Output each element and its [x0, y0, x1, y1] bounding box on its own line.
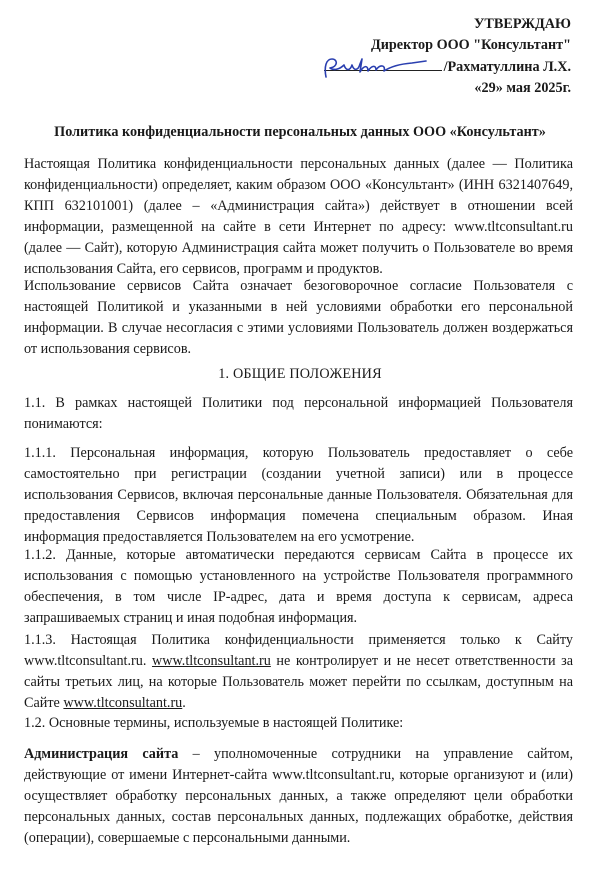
- approval-name: /Рахматуллина Л.Х.: [443, 59, 571, 75]
- paragraph-1-1-2: 1.1.2. Данные, которые автоматически передаются сервисам Сайта в процессе их использования с помощью установленного на устройстве Пользователя программного обеспечения, в том числе IP-адрес, дата и время доступа к сервисам, адреса запрашиваемых страниц и иная подобная информация.: [24, 547, 573, 626]
- approval-position: Директор ООО "Консультант": [370, 37, 571, 53]
- document-title: Политика конфиденциальности персональных данных ООО «Консультант»: [54, 124, 546, 140]
- handwritten-signature: [320, 55, 430, 83]
- paragraph-1-2: 1.2. Основные термины, используемые в настоящей Политике:: [24, 715, 404, 731]
- section-1-heading: 1. ОБЩИЕ ПОЛОЖЕНИЯ: [218, 366, 382, 382]
- site-link-1[interactable]: www.tltconsultant.ru: [151, 653, 271, 669]
- paragraph-1-1: 1.1. В рамках настоящей Политики под персональной информацией Пользователя понимаются:: [24, 395, 573, 432]
- intro-paragraph-2: Использование сервисов Сайта означает безоговорочное согласие Пользователя с настоящей Политикой и указанными в ней условиями обработки его персональной информации. В случае несогласия с этими условиями Пользователь должен воздержаться от использования сервисов.: [24, 278, 573, 357]
- approval-heading: УТВЕРЖДАЮ: [474, 16, 571, 32]
- paragraph-1-1-3-text-b: не контролирует и не несет ответственности за сайты третьих лиц, на которые Пользователь может перейти по ссылкам, доступным на Сайте: [24, 653, 573, 711]
- term-admin-text: – уполномоченные сотрудники на управление сайтом, действующие от имени Интернет-сайта www.tltconsultant.ru, которые организуют и (или) осуществляет обработку персональных данных, а также определяют цели обработки персональных данных, состав персональных данных, подлежащих обработке, действия (операции), совершаемые с персональными данными.: [24, 746, 573, 846]
- intro-paragraph-1: Настоящая Политика конфиденциальности персональных данных (далее — Политика конфиденциальности) определяет, каким образом ООО «Консультант» (ИНН 6321407649, КПП 632101001) (далее – «Администрация сайта») действует в отношении всей информации, размещенной на сайте в сети Интернет по адресу: www.tltconsultant.ru (далее — Сайт), которую Администрация сайта может получить о Пользователе во время использования Сайта, его сервисов, программ и продуктов.: [24, 156, 573, 277]
- paragraph-1-1-3-text-a: 1.1.3. Настоящая Политика конфиденциальности применяется только к Сайту www.tltconsultant.ru.: [24, 632, 573, 669]
- term-admin: Администрация сайта: [24, 746, 179, 762]
- paragraph-1-1-3: [24, 630, 573, 714]
- site-link-2[interactable]: www.tltconsultant.ru: [63, 695, 183, 711]
- term-admin-definition: [24, 744, 573, 849]
- paragraph-1-1-3-text-c: .: [182, 695, 186, 711]
- paragraph-1-1-1: 1.1.1. Персональная информация, которую Пользователь предоставляет о себе самостоятельно при регистрации (создании учетной записи) или в процессе использования Сервисов, включая персональные данные Пользователя. Обязательная для предоставления Сервисов информация помечена специальным образом. Иная информация предоставляется Пользователем на его усмотрение.: [24, 445, 573, 545]
- approval-date: «29» мая 2025г.: [474, 80, 571, 96]
